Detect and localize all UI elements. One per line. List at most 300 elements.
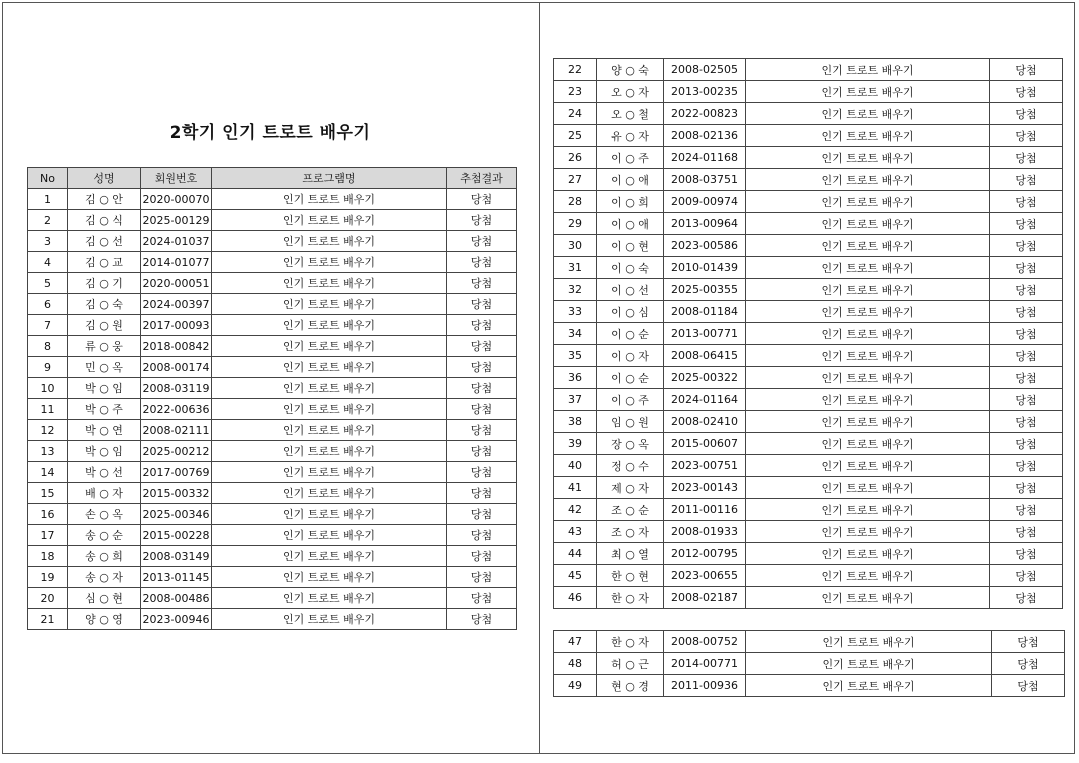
row-program: 인기 트로트 배우기 bbox=[746, 345, 990, 367]
row-result: 당첨 bbox=[992, 653, 1065, 675]
row-result: 당첨 bbox=[990, 323, 1063, 345]
row-name: 김 ○ 선 bbox=[68, 231, 141, 252]
row-member-id: 2023-00655 bbox=[664, 565, 746, 587]
table-row bbox=[28, 294, 517, 315]
row-member-id: 2014-01077 bbox=[141, 252, 212, 273]
row-name: 한 ○ 자 bbox=[597, 587, 664, 609]
row-result: 당첨 bbox=[447, 504, 517, 525]
row-no: 16 bbox=[28, 504, 68, 525]
table-row bbox=[554, 565, 1063, 587]
row-no: 32 bbox=[554, 279, 597, 301]
row-name: 오 ○ 자 bbox=[597, 81, 664, 103]
row-no: 43 bbox=[554, 521, 597, 543]
row-no: 13 bbox=[28, 441, 68, 462]
row-program: 인기 트로트 배우기 bbox=[212, 462, 447, 483]
header-result: 추첨결과 bbox=[447, 168, 517, 189]
row-member-id: 2015-00228 bbox=[141, 525, 212, 546]
row-program: 인기 트로트 배우기 bbox=[212, 357, 447, 378]
table-row bbox=[554, 631, 1065, 653]
table-row bbox=[28, 315, 517, 336]
row-name: 조 ○ 순 bbox=[597, 499, 664, 521]
row-member-id: 2013-00771 bbox=[664, 323, 746, 345]
row-member-id: 2008-02505 bbox=[664, 59, 746, 81]
winners-table-page-2 bbox=[553, 58, 1063, 609]
row-program: 인기 트로트 배우기 bbox=[212, 546, 447, 567]
row-result: 당첨 bbox=[447, 273, 517, 294]
row-name: 민 ○ 옥 bbox=[68, 357, 141, 378]
row-program: 인기 트로트 배우기 bbox=[746, 301, 990, 323]
row-member-id: 2008-00174 bbox=[141, 357, 212, 378]
row-result: 당첨 bbox=[447, 231, 517, 252]
row-member-id: 2013-00964 bbox=[664, 213, 746, 235]
row-result: 당첨 bbox=[990, 147, 1063, 169]
row-result: 당첨 bbox=[990, 169, 1063, 191]
table-row bbox=[554, 389, 1063, 411]
row-name: 한 ○ 현 bbox=[597, 565, 664, 587]
row-member-id: 2008-03119 bbox=[141, 378, 212, 399]
row-member-id: 2022-00823 bbox=[664, 103, 746, 125]
row-program: 인기 트로트 배우기 bbox=[746, 565, 990, 587]
table-row bbox=[28, 525, 517, 546]
row-no: 37 bbox=[554, 389, 597, 411]
row-name: 이 ○ 자 bbox=[597, 345, 664, 367]
row-program: 인기 트로트 배우기 bbox=[746, 279, 990, 301]
row-no: 38 bbox=[554, 411, 597, 433]
row-program: 인기 트로트 배우기 bbox=[746, 59, 990, 81]
table-row bbox=[554, 477, 1063, 499]
row-no: 15 bbox=[28, 483, 68, 504]
row-name: 박 ○ 임 bbox=[68, 441, 141, 462]
row-name: 임 ○ 원 bbox=[597, 411, 664, 433]
row-name: 송 ○ 순 bbox=[68, 525, 141, 546]
row-no: 33 bbox=[554, 301, 597, 323]
header-member-id: 회원번호 bbox=[141, 168, 212, 189]
row-no: 3 bbox=[28, 231, 68, 252]
row-no: 30 bbox=[554, 235, 597, 257]
row-result: 당첨 bbox=[447, 588, 517, 609]
row-no: 27 bbox=[554, 169, 597, 191]
row-name: 김 ○ 교 bbox=[68, 252, 141, 273]
row-result: 당첨 bbox=[447, 210, 517, 231]
table-row bbox=[28, 462, 517, 483]
row-no: 19 bbox=[28, 567, 68, 588]
header-program: 프로그램명 bbox=[212, 168, 447, 189]
row-name: 송 ○ 희 bbox=[68, 546, 141, 567]
row-no: 26 bbox=[554, 147, 597, 169]
row-member-id: 2023-00751 bbox=[664, 455, 746, 477]
winners-table-page-2-continued bbox=[553, 630, 1065, 697]
row-member-id: 2008-03149 bbox=[141, 546, 212, 567]
row-no: 44 bbox=[554, 543, 597, 565]
row-result: 당첨 bbox=[447, 567, 517, 588]
row-name: 류 ○ 웅 bbox=[68, 336, 141, 357]
table-row bbox=[554, 301, 1063, 323]
row-no: 1 bbox=[28, 189, 68, 210]
row-program: 인기 트로트 배우기 bbox=[212, 420, 447, 441]
row-member-id: 2025-00212 bbox=[141, 441, 212, 462]
row-no: 2 bbox=[28, 210, 68, 231]
row-no: 34 bbox=[554, 323, 597, 345]
table-row bbox=[28, 546, 517, 567]
table-row bbox=[28, 399, 517, 420]
row-member-id: 2015-00607 bbox=[664, 433, 746, 455]
row-no: 8 bbox=[28, 336, 68, 357]
row-member-id: 2008-02136 bbox=[664, 125, 746, 147]
row-result: 당첨 bbox=[990, 411, 1063, 433]
row-no: 17 bbox=[28, 525, 68, 546]
row-result: 당첨 bbox=[990, 367, 1063, 389]
row-member-id: 2025-00322 bbox=[664, 367, 746, 389]
row-member-id: 2012-00795 bbox=[664, 543, 746, 565]
row-program: 인기 트로트 배우기 bbox=[212, 210, 447, 231]
row-member-id: 2008-02111 bbox=[141, 420, 212, 441]
row-no: 45 bbox=[554, 565, 597, 587]
row-no: 11 bbox=[28, 399, 68, 420]
row-member-id: 2024-01168 bbox=[664, 147, 746, 169]
row-name: 양 ○ 영 bbox=[68, 609, 141, 630]
table-row bbox=[554, 543, 1063, 565]
row-result: 당첨 bbox=[992, 631, 1065, 653]
row-program: 인기 트로트 배우기 bbox=[212, 567, 447, 588]
row-no: 20 bbox=[28, 588, 68, 609]
row-member-id: 2024-01037 bbox=[141, 231, 212, 252]
row-name: 제 ○ 자 bbox=[597, 477, 664, 499]
table-row bbox=[28, 483, 517, 504]
row-no: 48 bbox=[554, 653, 597, 675]
row-program: 인기 트로트 배우기 bbox=[212, 588, 447, 609]
row-name: 이 ○ 희 bbox=[597, 191, 664, 213]
row-name: 이 ○ 주 bbox=[597, 147, 664, 169]
table-row bbox=[554, 103, 1063, 125]
row-member-id: 2008-02410 bbox=[664, 411, 746, 433]
row-no: 46 bbox=[554, 587, 597, 609]
table-row bbox=[28, 210, 517, 231]
row-name: 이 ○ 순 bbox=[597, 323, 664, 345]
row-program: 인기 트로트 배우기 bbox=[746, 323, 990, 345]
row-no: 47 bbox=[554, 631, 597, 653]
row-program: 인기 트로트 배우기 bbox=[746, 477, 990, 499]
row-result: 당첨 bbox=[992, 675, 1065, 697]
row-result: 당첨 bbox=[990, 477, 1063, 499]
row-result: 당첨 bbox=[447, 294, 517, 315]
row-name: 장 ○ 옥 bbox=[597, 433, 664, 455]
row-name: 손 ○ 옥 bbox=[68, 504, 141, 525]
row-member-id: 2023-00586 bbox=[664, 235, 746, 257]
row-name: 정 ○ 수 bbox=[597, 455, 664, 477]
row-name: 현 ○ 경 bbox=[597, 675, 664, 697]
row-result: 당첨 bbox=[990, 213, 1063, 235]
table-row bbox=[554, 499, 1063, 521]
row-result: 당첨 bbox=[447, 378, 517, 399]
row-program: 인기 트로트 배우기 bbox=[746, 103, 990, 125]
row-result: 당첨 bbox=[990, 345, 1063, 367]
table-row bbox=[554, 653, 1065, 675]
table-row bbox=[28, 588, 517, 609]
row-member-id: 2023-00143 bbox=[664, 477, 746, 499]
row-result: 당첨 bbox=[990, 543, 1063, 565]
row-member-id: 2011-00936 bbox=[664, 675, 746, 697]
row-result: 당첨 bbox=[990, 257, 1063, 279]
table-row bbox=[554, 587, 1063, 609]
row-program: 인기 트로트 배우기 bbox=[212, 504, 447, 525]
row-program: 인기 트로트 배우기 bbox=[746, 213, 990, 235]
row-no: 14 bbox=[28, 462, 68, 483]
row-name: 박 ○ 주 bbox=[68, 399, 141, 420]
row-program: 인기 트로트 배우기 bbox=[212, 273, 447, 294]
table-row bbox=[28, 609, 517, 630]
row-member-id: 2009-00974 bbox=[664, 191, 746, 213]
row-name: 오 ○ 철 bbox=[597, 103, 664, 125]
row-result: 당첨 bbox=[447, 609, 517, 630]
table-row bbox=[554, 367, 1063, 389]
row-no: 23 bbox=[554, 81, 597, 103]
row-name: 김 ○ 숙 bbox=[68, 294, 141, 315]
table-row bbox=[554, 169, 1063, 191]
row-result: 당첨 bbox=[447, 420, 517, 441]
row-result: 당첨 bbox=[447, 462, 517, 483]
row-result: 당첨 bbox=[447, 315, 517, 336]
winners-table-page-1 bbox=[27, 167, 517, 630]
row-program: 인기 트로트 배우기 bbox=[212, 252, 447, 273]
table-row bbox=[554, 191, 1063, 213]
row-name: 김 ○ 기 bbox=[68, 273, 141, 294]
row-result: 당첨 bbox=[990, 191, 1063, 213]
row-program: 인기 트로트 배우기 bbox=[212, 315, 447, 336]
table-row bbox=[554, 433, 1063, 455]
row-name: 송 ○ 자 bbox=[68, 567, 141, 588]
row-name: 이 ○ 선 bbox=[597, 279, 664, 301]
table-row bbox=[554, 257, 1063, 279]
row-member-id: 2025-00346 bbox=[141, 504, 212, 525]
row-program: 인기 트로트 배우기 bbox=[746, 125, 990, 147]
row-program: 인기 트로트 배우기 bbox=[212, 294, 447, 315]
row-result: 당첨 bbox=[447, 336, 517, 357]
table-row bbox=[28, 441, 517, 462]
row-member-id: 2013-01145 bbox=[141, 567, 212, 588]
row-no: 21 bbox=[28, 609, 68, 630]
row-name: 최 ○ 열 bbox=[597, 543, 664, 565]
row-no: 24 bbox=[554, 103, 597, 125]
table-row bbox=[554, 345, 1063, 367]
row-program: 인기 트로트 배우기 bbox=[746, 675, 992, 697]
row-name: 김 ○ 식 bbox=[68, 210, 141, 231]
row-result: 당첨 bbox=[990, 125, 1063, 147]
table-row bbox=[28, 189, 517, 210]
row-no: 41 bbox=[554, 477, 597, 499]
row-program: 인기 트로트 배우기 bbox=[746, 81, 990, 103]
row-name: 이 ○ 현 bbox=[597, 235, 664, 257]
row-no: 12 bbox=[28, 420, 68, 441]
row-no: 42 bbox=[554, 499, 597, 521]
row-no: 29 bbox=[554, 213, 597, 235]
row-member-id: 2008-00752 bbox=[664, 631, 746, 653]
row-program: 인기 트로트 배우기 bbox=[746, 367, 990, 389]
row-program: 인기 트로트 배우기 bbox=[212, 483, 447, 504]
row-result: 당첨 bbox=[447, 546, 517, 567]
row-no: 36 bbox=[554, 367, 597, 389]
row-name: 허 ○ 근 bbox=[597, 653, 664, 675]
row-member-id: 2010-01439 bbox=[664, 257, 746, 279]
row-no: 28 bbox=[554, 191, 597, 213]
row-member-id: 2025-00355 bbox=[664, 279, 746, 301]
page-divider bbox=[539, 2, 540, 754]
row-program: 인기 트로트 배우기 bbox=[746, 433, 990, 455]
table-row bbox=[28, 231, 517, 252]
row-member-id: 2015-00332 bbox=[141, 483, 212, 504]
row-no: 4 bbox=[28, 252, 68, 273]
row-name: 양 ○ 숙 bbox=[597, 59, 664, 81]
row-program: 인기 트로트 배우기 bbox=[746, 257, 990, 279]
row-result: 당첨 bbox=[990, 499, 1063, 521]
table-row bbox=[28, 504, 517, 525]
table-row bbox=[554, 235, 1063, 257]
row-name: 박 ○ 연 bbox=[68, 420, 141, 441]
row-no: 18 bbox=[28, 546, 68, 567]
row-name: 한 ○ 자 bbox=[597, 631, 664, 653]
row-member-id: 2022-00636 bbox=[141, 399, 212, 420]
row-program: 인기 트로트 배우기 bbox=[212, 378, 447, 399]
row-no: 40 bbox=[554, 455, 597, 477]
row-program: 인기 트로트 배우기 bbox=[746, 521, 990, 543]
row-member-id: 2008-00486 bbox=[141, 588, 212, 609]
row-name: 이 ○ 주 bbox=[597, 389, 664, 411]
row-program: 인기 트로트 배우기 bbox=[746, 653, 992, 675]
table-row bbox=[554, 455, 1063, 477]
row-member-id: 2013-00235 bbox=[664, 81, 746, 103]
table-row bbox=[28, 378, 517, 399]
row-program: 인기 트로트 배우기 bbox=[212, 609, 447, 630]
row-program: 인기 트로트 배우기 bbox=[212, 336, 447, 357]
row-result: 당첨 bbox=[447, 483, 517, 504]
row-result: 당첨 bbox=[990, 301, 1063, 323]
row-program: 인기 트로트 배우기 bbox=[212, 399, 447, 420]
page-title: 2학기 인기 트로트 배우기 bbox=[169, 123, 371, 143]
row-name: 박 ○ 임 bbox=[68, 378, 141, 399]
row-name: 김 ○ 원 bbox=[68, 315, 141, 336]
table-row bbox=[28, 336, 517, 357]
row-result: 당첨 bbox=[990, 389, 1063, 411]
row-name: 이 ○ 애 bbox=[597, 169, 664, 191]
row-result: 당첨 bbox=[447, 357, 517, 378]
row-member-id: 2024-00397 bbox=[141, 294, 212, 315]
row-program: 인기 트로트 배우기 bbox=[212, 231, 447, 252]
table-row bbox=[28, 357, 517, 378]
row-no: 39 bbox=[554, 433, 597, 455]
table-row bbox=[554, 521, 1063, 543]
row-result: 당첨 bbox=[447, 525, 517, 546]
row-name: 이 ○ 심 bbox=[597, 301, 664, 323]
table-row bbox=[554, 81, 1063, 103]
row-member-id: 2025-00129 bbox=[141, 210, 212, 231]
row-program: 인기 트로트 배우기 bbox=[746, 499, 990, 521]
row-name: 유 ○ 자 bbox=[597, 125, 664, 147]
row-member-id: 2008-01184 bbox=[664, 301, 746, 323]
row-result: 당첨 bbox=[990, 565, 1063, 587]
row-member-id: 2008-01933 bbox=[664, 521, 746, 543]
row-member-id: 2011-00116 bbox=[664, 499, 746, 521]
table-row bbox=[28, 273, 517, 294]
row-no: 5 bbox=[28, 273, 68, 294]
row-no: 6 bbox=[28, 294, 68, 315]
row-name: 김 ○ 안 bbox=[68, 189, 141, 210]
table-row bbox=[554, 59, 1063, 81]
table-row bbox=[554, 213, 1063, 235]
table-row bbox=[554, 323, 1063, 345]
row-name: 박 ○ 선 bbox=[68, 462, 141, 483]
table-row bbox=[28, 567, 517, 588]
row-no: 7 bbox=[28, 315, 68, 336]
row-name: 심 ○ 현 bbox=[68, 588, 141, 609]
row-name: 이 ○ 애 bbox=[597, 213, 664, 235]
table-row bbox=[554, 125, 1063, 147]
table-row bbox=[554, 279, 1063, 301]
row-no: 22 bbox=[554, 59, 597, 81]
row-no: 49 bbox=[554, 675, 597, 697]
table-row bbox=[28, 252, 517, 273]
row-result: 당첨 bbox=[990, 433, 1063, 455]
table-header-row bbox=[28, 168, 517, 189]
row-program: 인기 트로트 배우기 bbox=[746, 455, 990, 477]
row-result: 당첨 bbox=[990, 587, 1063, 609]
row-result: 당첨 bbox=[990, 235, 1063, 257]
row-result: 당첨 bbox=[990, 59, 1063, 81]
row-program: 인기 트로트 배우기 bbox=[746, 147, 990, 169]
row-result: 당첨 bbox=[990, 81, 1063, 103]
row-member-id: 2008-06415 bbox=[664, 345, 746, 367]
row-no: 35 bbox=[554, 345, 597, 367]
row-result: 당첨 bbox=[447, 189, 517, 210]
row-result: 당첨 bbox=[990, 455, 1063, 477]
row-name: 조 ○ 자 bbox=[597, 521, 664, 543]
row-member-id: 2018-00842 bbox=[141, 336, 212, 357]
row-program: 인기 트로트 배우기 bbox=[746, 411, 990, 433]
row-result: 당첨 bbox=[447, 252, 517, 273]
row-member-id: 2014-00771 bbox=[664, 653, 746, 675]
row-program: 인기 트로트 배우기 bbox=[212, 525, 447, 546]
row-member-id: 2017-00769 bbox=[141, 462, 212, 483]
row-member-id: 2023-00946 bbox=[141, 609, 212, 630]
table-row bbox=[554, 675, 1065, 697]
header-name: 성명 bbox=[68, 168, 141, 189]
row-name: 이 ○ 순 bbox=[597, 367, 664, 389]
row-no: 9 bbox=[28, 357, 68, 378]
row-member-id: 2008-02187 bbox=[664, 587, 746, 609]
header-no: No bbox=[28, 168, 68, 189]
row-program: 인기 트로트 배우기 bbox=[212, 189, 447, 210]
row-member-id: 2008-03751 bbox=[664, 169, 746, 191]
row-name: 배 ○ 자 bbox=[68, 483, 141, 504]
row-result: 당첨 bbox=[447, 441, 517, 462]
row-name: 이 ○ 숙 bbox=[597, 257, 664, 279]
row-program: 인기 트로트 배우기 bbox=[746, 169, 990, 191]
row-result: 당첨 bbox=[447, 399, 517, 420]
table-row bbox=[28, 420, 517, 441]
row-program: 인기 트로트 배우기 bbox=[746, 235, 990, 257]
table-row bbox=[554, 411, 1063, 433]
row-program: 인기 트로트 배우기 bbox=[746, 389, 990, 411]
row-member-id: 2024-01164 bbox=[664, 389, 746, 411]
table-row bbox=[554, 147, 1063, 169]
row-result: 당첨 bbox=[990, 521, 1063, 543]
row-result: 당첨 bbox=[990, 103, 1063, 125]
row-no: 31 bbox=[554, 257, 597, 279]
row-program: 인기 트로트 배우기 bbox=[746, 543, 990, 565]
row-result: 당첨 bbox=[990, 279, 1063, 301]
row-no: 25 bbox=[554, 125, 597, 147]
row-member-id: 2020-00051 bbox=[141, 273, 212, 294]
row-member-id: 2017-00093 bbox=[141, 315, 212, 336]
row-member-id: 2020-00070 bbox=[141, 189, 212, 210]
